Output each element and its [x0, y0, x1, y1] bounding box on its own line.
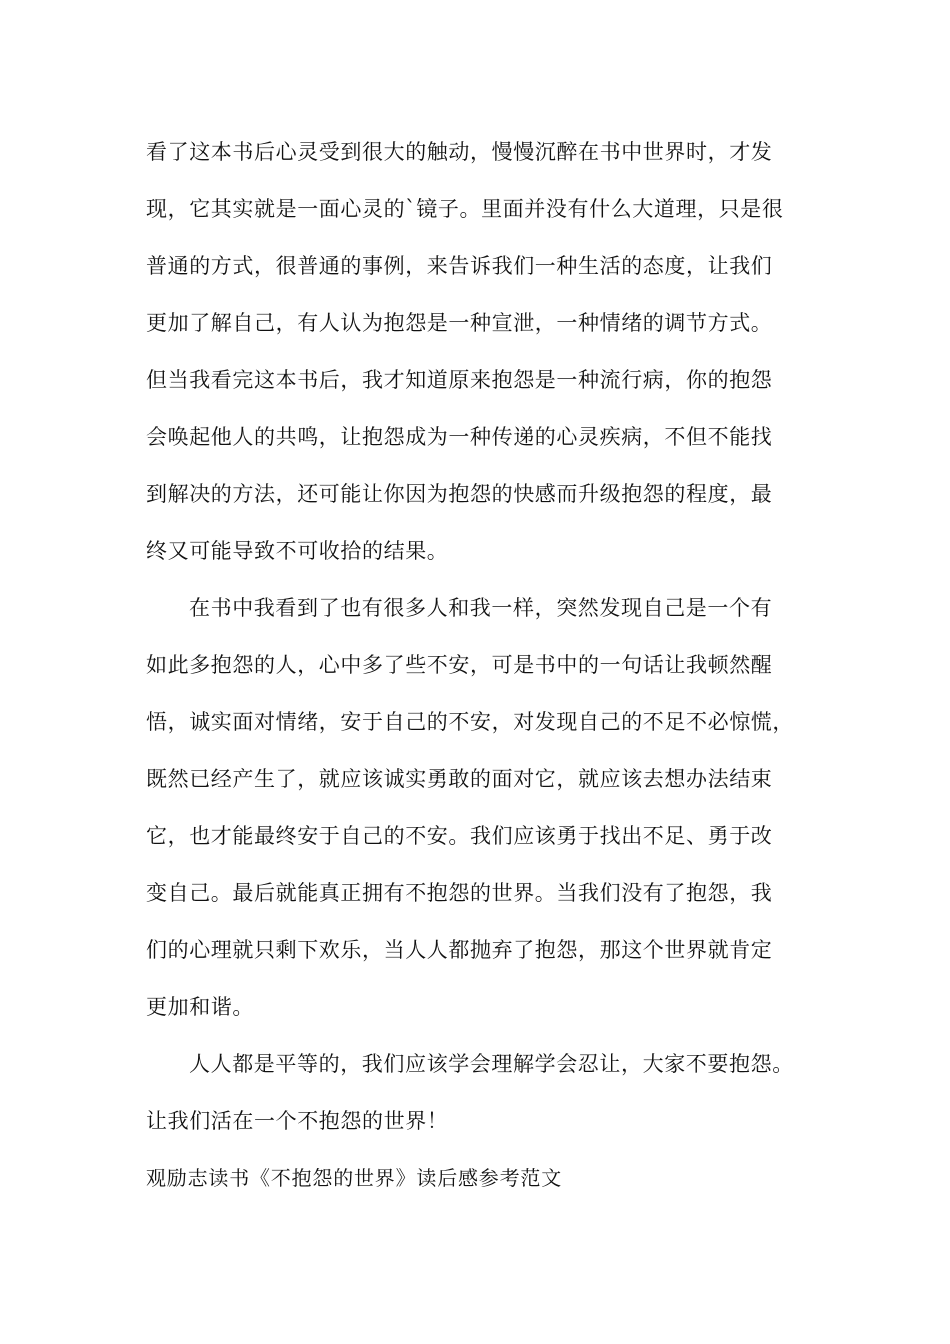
paragraph-2-line-7: 们的心理就只剩下欢乐，当人人都抛弃了抱怨，那这个世界就肯定: [146, 938, 773, 962]
paragraph-2-line-8: 更加和谐。: [146, 995, 254, 1019]
paragraph-1-line-8: 终又可能导致不可收拾的结果。: [146, 539, 449, 563]
paragraph-1-line-7: 到解决的方法，还可能让你因为抱怨的快感而升级抱怨的程度，最: [146, 482, 773, 506]
article-title: 观励志读书《不抱怨的世界》读后感参考范文: [146, 1166, 562, 1190]
paragraph-2-line-6: 变自己。最后就能真正拥有不抱怨的世界。当我们没有了抱怨，我: [146, 881, 773, 905]
paragraph-1-line-3: 普通的方式，很普通的事例，来告诉我们一种生活的态度，让我们: [146, 254, 773, 278]
paragraph-3-line-1: 人人都是平等的，我们应该学会理解学会忍让，大家不要抱怨。: [189, 1052, 794, 1076]
paragraph-2-line-4: 既然已经产生了，就应该诚实勇敢的面对它，就应该去想办法结束: [146, 767, 773, 791]
paragraph-1-line-1: 看了这本书后心灵受到很大的触动，慢慢沉醉在书中世界时，才发: [146, 140, 773, 164]
paragraph-1-line-5: 但当我看完这本书后，我才知道原来抱怨是一种流行病，你的抱怨: [146, 368, 773, 392]
paragraph-2-line-3: 悟，诚实面对情绪，安于自己的不安，对发现自己的不足不必惊慌，: [146, 710, 794, 734]
paragraph-1-line-6: 会唤起他人的共鸣，让抱怨成为一种传递的心灵疾病，不但不能找: [146, 425, 773, 449]
paragraph-2-line-5: 它，也才能最终安于自己的不安。我们应该勇于找出不足、勇于改: [146, 824, 773, 848]
paragraph-1-line-2: 现，它其实就是一面心灵的`镜子。里面并没有什么大道理，只是很: [146, 197, 784, 221]
paragraph-2-line-2: 如此多抱怨的人，心中多了些不安，可是书中的一句话让我顿然醒: [146, 653, 773, 677]
paragraph-1-line-4: 更加了解自己，有人认为抱怨是一种宣泄，一种情绪的调节方式。: [146, 311, 773, 335]
paragraph-2-line-1: 在书中我看到了也有很多人和我一样，突然发现自己是一个有: [189, 596, 773, 620]
paragraph-3-line-2: 让我们活在一个不抱怨的世界！: [146, 1109, 449, 1133]
